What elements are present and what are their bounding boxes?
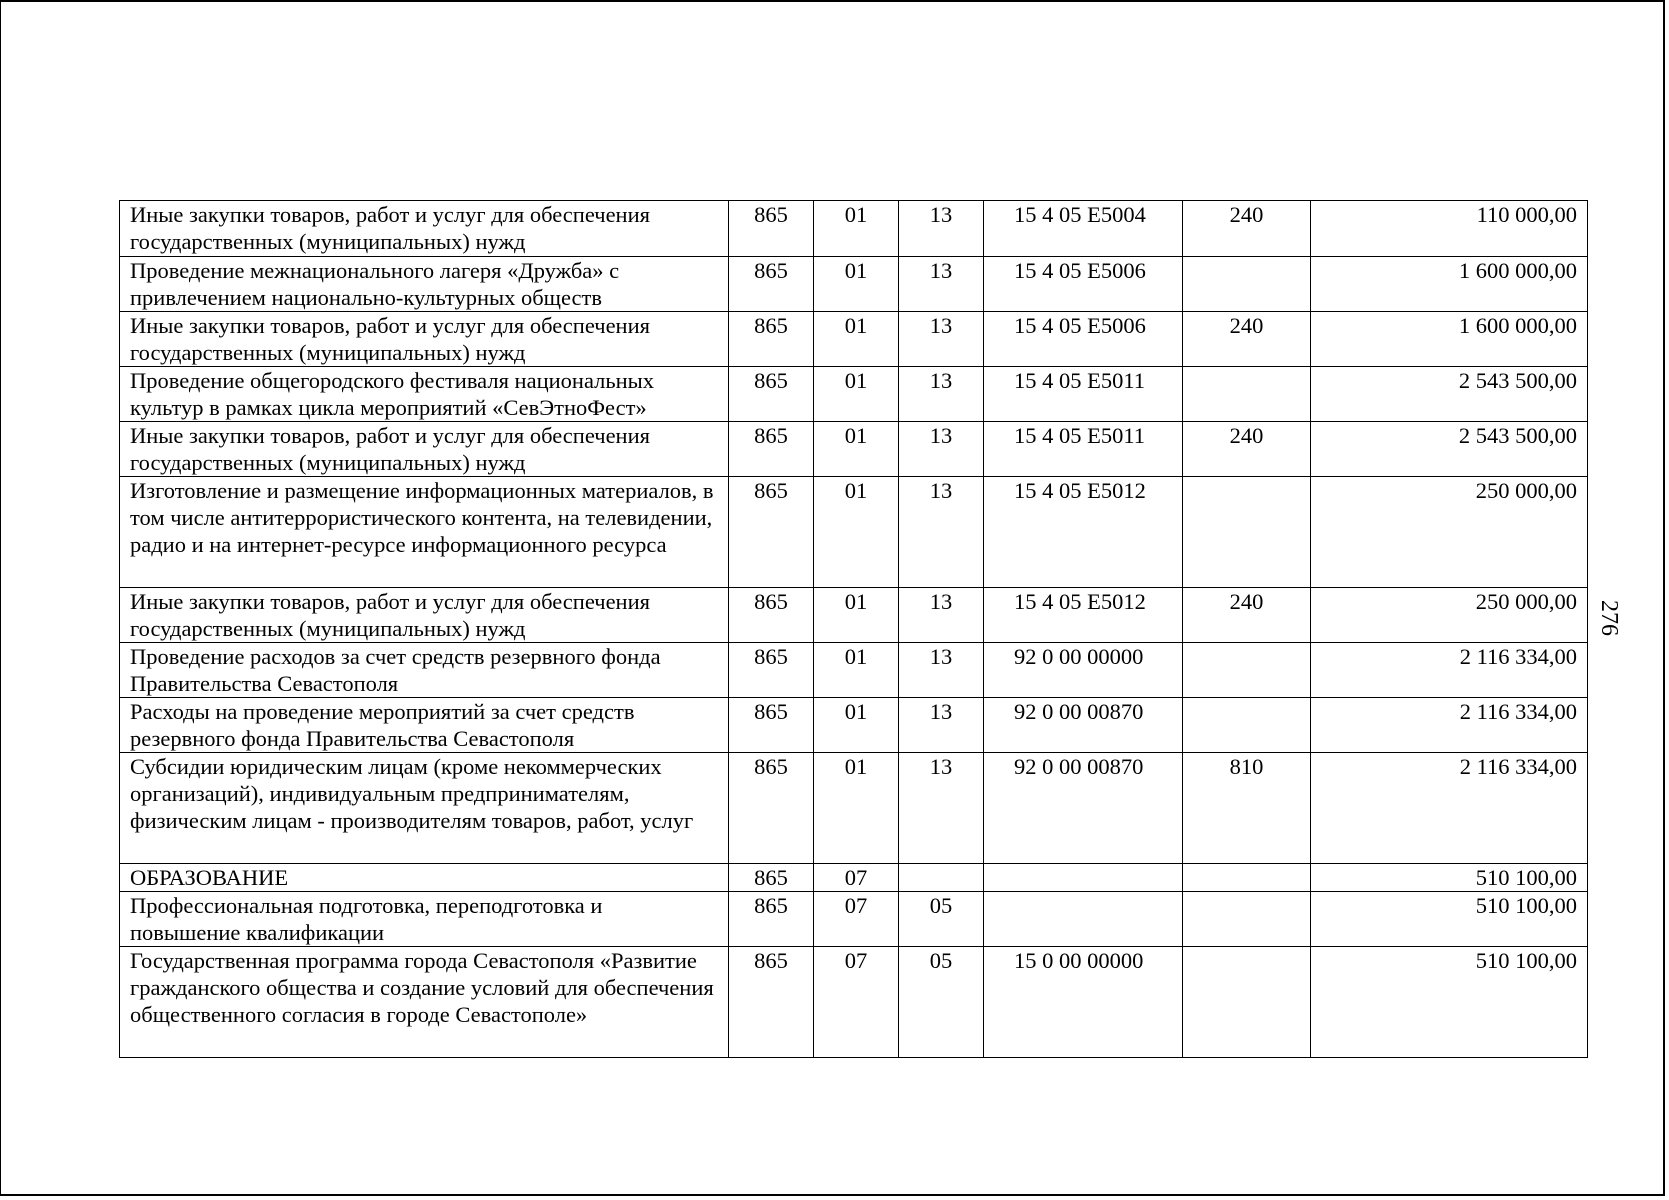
subsection-code: 13: [899, 643, 984, 698]
expense-type-code: [1183, 367, 1311, 422]
subsection-code: [899, 864, 984, 892]
department-code: 865: [729, 477, 814, 588]
expense-type-code: [1183, 257, 1311, 312]
department-code: 865: [729, 367, 814, 422]
section-code: 07: [814, 892, 899, 947]
target-article-code: 15 0 00 00000: [984, 947, 1183, 1058]
target-article-code: 92 0 00 00000: [984, 643, 1183, 698]
target-article-code: 15 4 05 E5006: [984, 257, 1183, 312]
target-article-code: 92 0 00 00870: [984, 698, 1183, 753]
section-code: 01: [814, 477, 899, 588]
section-code: 01: [814, 422, 899, 477]
table-row: [120, 477, 1588, 588]
department-code: 865: [729, 698, 814, 753]
amount: 250 000,00: [1311, 588, 1588, 643]
amount: 2 543 500,00: [1311, 422, 1588, 477]
amount: 510 100,00: [1311, 892, 1588, 947]
table-row: [120, 698, 1588, 753]
subsection-code: 13: [899, 698, 984, 753]
table-row: [120, 643, 1588, 698]
section-code: 01: [814, 753, 899, 864]
section-code: 01: [814, 698, 899, 753]
amount: 250 000,00: [1311, 477, 1588, 588]
amount: 510 100,00: [1311, 864, 1588, 892]
page-number: 276: [1596, 600, 1622, 636]
expense-name: Иные закупки товаров, работ и услуг для обеспечения государственных (муниципальных) нужд: [120, 312, 729, 367]
table-row: [120, 201, 1588, 257]
department-code: 865: [729, 864, 814, 892]
expense-name: Изготовление и размещение информационных материалов, в том числе антитеррористического контента, на телевидении, радио и на интернет-ресурсе информационного ресурса: [120, 477, 729, 588]
expense-name: Иные закупки товаров, работ и услуг для обеспечения государственных (муниципальных) нужд: [120, 588, 729, 643]
target-article-code: 15 4 05 E5004: [984, 201, 1183, 257]
expense-name: Расходы на проведение мероприятий за счет средств резервного фонда Правительства Севастополя: [120, 698, 729, 753]
amount: 110 000,00: [1311, 201, 1588, 257]
subsection-code: 13: [899, 367, 984, 422]
department-code: 865: [729, 753, 814, 864]
department-code: 865: [729, 257, 814, 312]
expense-name: Проведение расходов за счет средств резервного фонда Правительства Севастополя: [120, 643, 729, 698]
section-code: 07: [814, 947, 899, 1058]
section-code: 01: [814, 312, 899, 367]
table-row: [120, 257, 1588, 312]
target-article-code: 15 4 05 E5011: [984, 367, 1183, 422]
expense-type-code: 240: [1183, 201, 1311, 257]
expense-name: Проведение межнационального лагеря «Дружба» с привлечением национально-культурных обществ: [120, 257, 729, 312]
amount: 1 600 000,00: [1311, 312, 1588, 367]
expense-name: Проведение общегородского фестиваля национальных культур в рамках цикла мероприятий «СевЭтноФест»: [120, 367, 729, 422]
table-row: [120, 588, 1588, 643]
table-row: [120, 947, 1588, 1058]
department-code: 865: [729, 892, 814, 947]
table-row: [120, 892, 1588, 947]
expense-name: Профессиональная подготовка, переподготовка и повышение квалификации: [120, 892, 729, 947]
subsection-code: 05: [899, 947, 984, 1058]
expense-name: Иные закупки товаров, работ и услуг для обеспечения государственных (муниципальных) нужд: [120, 201, 729, 257]
section-code: 01: [814, 643, 899, 698]
section-code: 01: [814, 588, 899, 643]
expense-type-code: [1183, 947, 1311, 1058]
section-code: 07: [814, 864, 899, 892]
table-row: [120, 753, 1588, 864]
table-row: [120, 864, 1588, 892]
amount: 2 116 334,00: [1311, 643, 1588, 698]
expense-type-code: [1183, 864, 1311, 892]
target-article-code: 15 4 05 E5012: [984, 588, 1183, 643]
department-code: 865: [729, 422, 814, 477]
amount: 2 543 500,00: [1311, 367, 1588, 422]
expense-name: Государственная программа города Севастополя «Развитие гражданского общества и создание условий для обеспечения общественного согласия в городе Севастополе»: [120, 947, 729, 1058]
expense-type-code: [1183, 477, 1311, 588]
target-article-code: 15 4 05 E5012: [984, 477, 1183, 588]
subsection-code: 13: [899, 588, 984, 643]
subsection-code: 13: [899, 477, 984, 588]
subsection-code: 13: [899, 422, 984, 477]
target-article-code: [984, 892, 1183, 947]
department-code: 865: [729, 643, 814, 698]
target-article-code: 15 4 05 E5011: [984, 422, 1183, 477]
budget-table-body: [120, 201, 1588, 1058]
subsection-code: 13: [899, 753, 984, 864]
amount: 510 100,00: [1311, 947, 1588, 1058]
amount: 2 116 334,00: [1311, 753, 1588, 864]
table-row: [120, 312, 1588, 367]
expense-type-code: 810: [1183, 753, 1311, 864]
expense-type-code: [1183, 643, 1311, 698]
table-row: [120, 367, 1588, 422]
department-code: 865: [729, 201, 814, 257]
expense-type-code: 240: [1183, 588, 1311, 643]
expense-type-code: 240: [1183, 422, 1311, 477]
subsection-code: 13: [899, 257, 984, 312]
section-code: 01: [814, 201, 899, 257]
expense-name: Субсидии юридическим лицам (кроме некоммерческих организаций), индивидуальным предпринимателям, физическим лицам - производителям товаров, работ, услуг: [120, 753, 729, 864]
subsection-code: 13: [899, 201, 984, 257]
amount: 1 600 000,00: [1311, 257, 1588, 312]
expense-name: Иные закупки товаров, работ и услуг для обеспечения государственных (муниципальных) нужд: [120, 422, 729, 477]
department-code: 865: [729, 312, 814, 367]
target-article-code: 92 0 00 00870: [984, 753, 1183, 864]
expense-type-code: [1183, 698, 1311, 753]
section-code: 01: [814, 367, 899, 422]
section-code: 01: [814, 257, 899, 312]
table-row: [120, 422, 1588, 477]
target-article-code: [984, 864, 1183, 892]
subsection-code: 13: [899, 312, 984, 367]
subsection-code: 05: [899, 892, 984, 947]
expense-type-code: [1183, 892, 1311, 947]
expense-name: ОБРАЗОВАНИЕ: [120, 864, 729, 892]
budget-table: [119, 200, 1588, 1058]
department-code: 865: [729, 588, 814, 643]
target-article-code: 15 4 05 E5006: [984, 312, 1183, 367]
amount: 2 116 334,00: [1311, 698, 1588, 753]
department-code: 865: [729, 947, 814, 1058]
expense-type-code: 240: [1183, 312, 1311, 367]
